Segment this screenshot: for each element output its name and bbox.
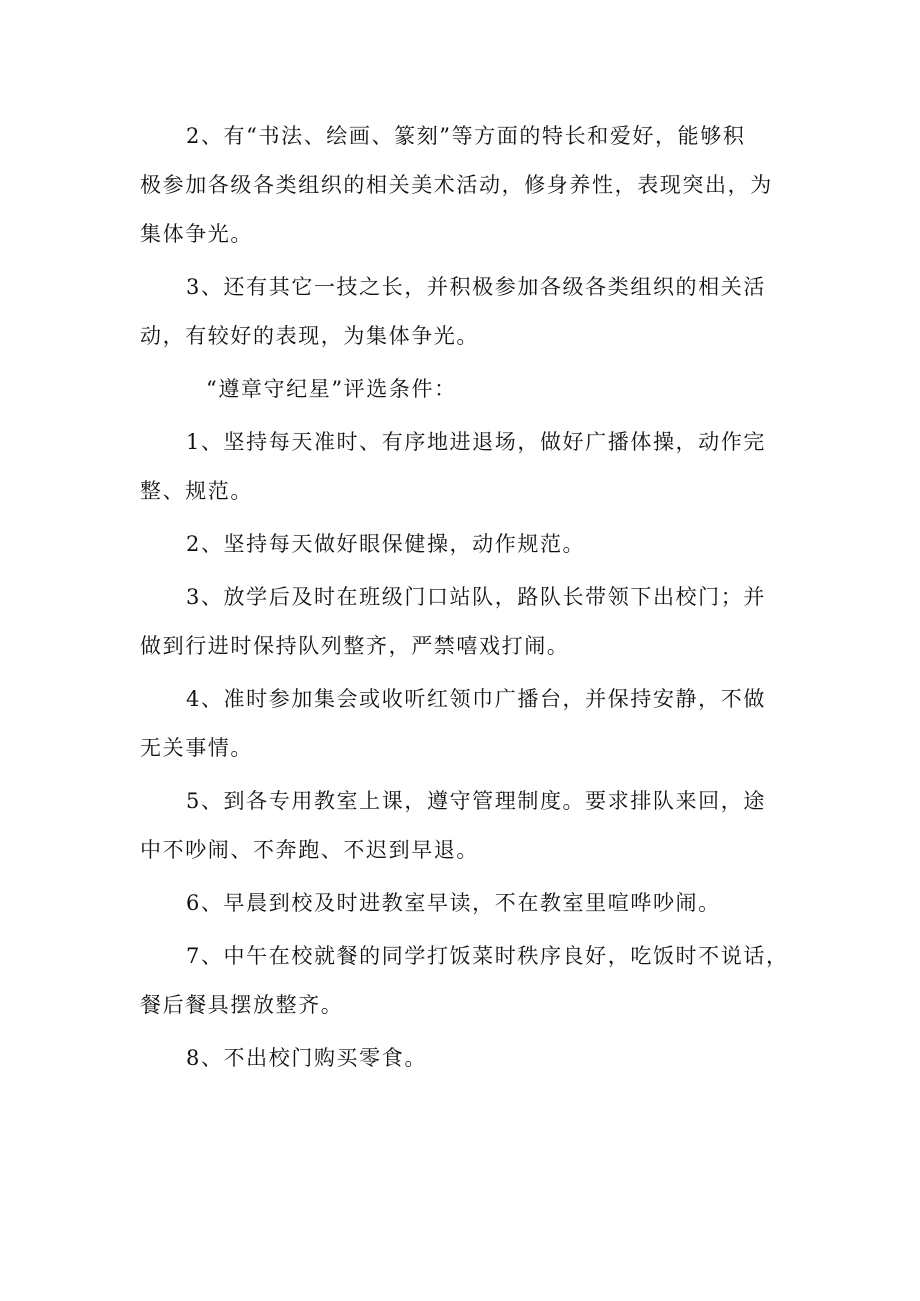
text-line: 2、有“书法、绘画、篆刻”等方面的特长和爱好，能够积 <box>186 124 746 148</box>
text-line: “遵章守纪星”评选条件： <box>206 377 457 401</box>
text-line: 4、准时参加集会或收听红领巾广播台，并保持安静，不做 <box>186 687 766 711</box>
text-line: 7、中午在校就餐的同学打饭菜时秩序良好，吃饭时不说话， <box>186 944 789 968</box>
text-line: 无关事情。 <box>140 736 253 760</box>
paragraph-rule-5 <box>140 777 800 875</box>
text-line: 整、规范。 <box>140 479 253 503</box>
text-line: 2、坚持每天做好眼保健操，动作规范。 <box>186 532 586 556</box>
text-line: 6、早晨到校及时进教室早读，不在教室里喧哗吵闹。 <box>186 891 721 915</box>
text-line: 5、到各专用教室上课，遵守管理制度。要求排队来回，途 <box>186 789 766 813</box>
text-line: 1、坚持每天准时、有序地进退场，做好广播体操，动作完 <box>186 430 766 454</box>
paragraph-item-3-other-talent <box>140 263 800 361</box>
text-line: 做到行进时保持队列整齐，严禁嘻戏打闹。 <box>140 634 570 658</box>
text-line: 极参加各级各类组织的相关美术活动，修身养性，表现突出，为 <box>140 173 773 197</box>
paragraph-rule-7 <box>140 932 800 1030</box>
paragraph-rule-2 <box>140 520 800 569</box>
text-line: 3、还有其它一技之长，并积极参加各级各类组织的相关活 <box>186 275 766 299</box>
text-line: 8、不出校门购买零食。 <box>186 1046 427 1070</box>
paragraph-rule-3 <box>140 573 800 671</box>
text-line: 中不吵闹、不奔跑、不迟到早退。 <box>140 838 479 862</box>
paragraph-rule-8 <box>140 1034 800 1083</box>
paragraph-rule-4 <box>140 675 800 773</box>
text-line: 3、放学后及时在班级门口站队，路队长带领下出校门；并 <box>186 585 766 609</box>
paragraph-rule-6 <box>140 879 800 928</box>
text-line: 餐后餐具摆放整齐。 <box>140 993 344 1017</box>
text-line: 动，有较好的表现，为集体争光。 <box>140 324 479 348</box>
paragraph-item-2-art <box>140 112 800 259</box>
document-body <box>140 112 800 1087</box>
section-heading <box>140 365 800 414</box>
text-line: 集体争光。 <box>140 222 253 246</box>
paragraph-rule-1 <box>140 418 800 516</box>
